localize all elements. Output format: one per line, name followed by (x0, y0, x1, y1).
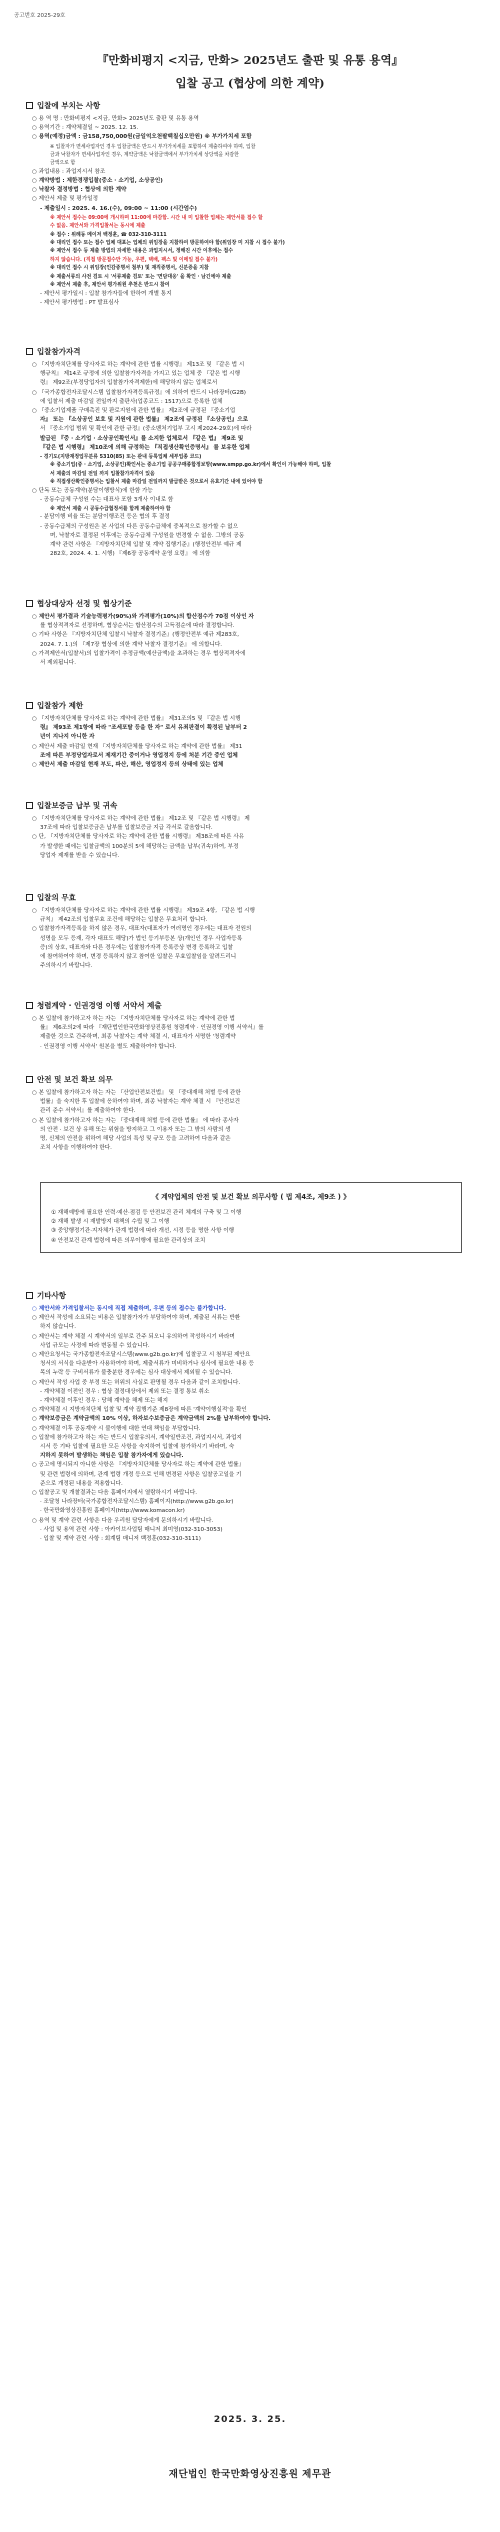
list-item: 령』 제92조(부정당업자의 입찰참가자격제한)에 해당하지 않는 업체로서 (40, 380, 218, 387)
list-item: - 계약체결 이전인 경우 : 협상 결정대상에서 제외 또는 결정 통보 취소 (40, 1388, 210, 1395)
list-item: 서 『중소기업 범위 및 확인에 관한 규정』(중소벤처기업부 고시 제2024-29호)에 따라 (40, 426, 252, 433)
list-item: - 계약체결 이후인 경우 : 당해 계약을 해제 또는 해지 (40, 1398, 168, 1405)
section-other (26, 1290, 478, 1544)
list-item: ② 재해 발생 시 재발방지 대책의 수립 및 그 이행 (51, 1219, 170, 1226)
checkbox-square-icon (26, 1292, 33, 1299)
list-item: ③ 중앙행정기관·지자체가 관계 법령에 따라 개선, 시정 등을 명한 사항 이행 (51, 1228, 235, 1235)
list-item: ○ 『지방자치단체를 당사자로 하는 계약에 관한 법률』 제12조 및 『같은 법 시행령』 제 (32, 816, 250, 822)
list-item: 서 제외됩니다. (40, 660, 76, 667)
list-item: · 입찰 및 계약 관련 사항 : 회계팀 매니저 백정훈(032-310-3111) (40, 1536, 201, 1543)
list-item: 법률』을 숙지한 후 입찰에 응하여야 하며, 최종 낙찰자는 계약 체결 시 『안전보건 (40, 1099, 241, 1106)
list-item: - 제안서 평가방법 : PT 발표심사 (40, 299, 120, 306)
list-item: - 제안서 평가일시 : 입찰 참가자들에 한하여 개별 통지 (40, 290, 172, 297)
notice-title: 『만화비평지 <지금, 만화> 2025년도 출판 및 유통 용역』 (96, 53, 404, 67)
list-item: 조에 따른 부정당업자로서 제재기간 중이거나 영업정지 등에 처분 기간 중인 업체 (40, 752, 238, 759)
section-title: 입찰참가 제한 (26, 700, 478, 712)
list-item: ○ 『지방자치단체를 당사자로 하는 계약에 관한 법률 시행령』 제39조 4항, 『같은 법 시행 (32, 908, 255, 914)
list-item: 『같은 법 시행령』 제10조에 의해 규정하는 『직접생산확인증명서』 를 보유한 업체 (40, 444, 250, 451)
notice-date: 2025. 3. 25. (213, 2415, 287, 2425)
list-item: ※ 대리인 접수 시 위임장(인감증명서 첨부) 및 재직증명서, 신분증을 지참 (50, 265, 209, 272)
list-item: ○ 입찰에 참가하고자 하는 자는 반드시 입찰유의서, 계약일반조건, 과업지시서, 과업지 (32, 1434, 242, 1441)
list-item: ※ 제안서 제출 시 공동수급협정서를 함께 제출하여야 함 (50, 506, 171, 513)
list-item: ※ 대리인 접수 또는 접수 업체 대표는 업체의 위임장을 지참하여 방문하여야 함(위임장 미 지참 시 접수 불가) (50, 240, 285, 247)
checkbox-square-icon (26, 102, 33, 109)
checkbox-square-icon (26, 348, 33, 355)
section-title: 입찰보증금 납부 및 귀속 (26, 800, 478, 812)
list-item: 지하지 못하여 발생하는 책임은 입찰 참가자에게 있습니다. (40, 1453, 184, 1460)
duty-box-title: 《 계약업체의 안전 및 보건 확보 의무사항 ( 법 제4조, 제9조 ) 》 (151, 1193, 351, 1201)
list-item: - 분담이행 비율 또는 분담이행조건 등은 협의 후 결정 (40, 514, 170, 521)
list-item: ○ 『지방자치단체를 당사자로 하는 계약에 관한 법률 시행령』 제13조 및 『같은 법 시 (32, 362, 245, 368)
list-item: 금액으로 함 (50, 160, 76, 167)
list-item: ○ 본 입찰에 참가하고자 하는 자는 『지방자치단체를 당사자로 하는 계약에 관한 법 (32, 1016, 235, 1022)
section-safety (26, 1074, 478, 1153)
list-item: 를 협상적격자로 선정하며, 협상순서는 합산점수의 고득점순에 따라 결정합니다. (40, 623, 235, 630)
list-item: ○ 가격제안서(입찰서)의 입찰가격이 추정금액(예산금액)을 초과하는 경우 협상적격자에 (32, 650, 246, 657)
list-item: 제출한 것으로 간주하며, 최종 낙찰자는 계약 체결 시, 대표자가 서명한 '청렴계약 (40, 1034, 236, 1041)
list-item: 하지 않습니다. (직접 방문접수만 가능, 우편, 택배, 팩스 및 이메일 접수 불가) (50, 256, 218, 263)
section-eligibility (26, 346, 478, 559)
list-item: 하지 않습니다. (40, 1324, 76, 1331)
list-item: ※ 중소기업(중 · 소기업, 소상공인)확인서는 중소기업 공공구매종합정보망(www.smpp.go.kr)에서 확인이 가능해야 하며, 입찰 (50, 462, 332, 469)
section-title: 입찰참가자격 (26, 346, 478, 358)
list-item: ○ 제안서 제출 마감일 현재 『지방자치단체를 당사자로 하는 계약에 관한 법률』 제31 (32, 743, 243, 750)
section-restriction (26, 700, 478, 770)
checkbox-square-icon (26, 1076, 33, 1083)
list-item: 37조에 따라 입찰보증금은 납부를 입찰보증금 지급 각서로 갈음합니다. (40, 825, 213, 832)
list-item: ○ 제안서 작성 사업 중 부정 또는 허위의 사실로 판명될 경우 다음과 같이 조치합니다. (32, 1379, 241, 1386)
list-item: 증)의 상호, 대표자와 다른 경우에는 입찰참가자격 등록증상 변경 등록하고 입찰 (40, 944, 233, 951)
section-title: 기타사항 (26, 1290, 478, 1302)
list-item: 년이 지나지 아니한 자 (40, 734, 95, 741)
list-item: 조치 사항을 이행하여야 한다. (40, 1145, 112, 1152)
checkbox-square-icon (26, 1002, 33, 1009)
list-item: ○ 계약보증금은 계약금액의 10% 이상, 하자보수보증금은 계약금액의 2%를 납부하여야 합니다. (32, 1416, 271, 1423)
list-item: 에 입찰서 제출 마감일 전일까지 출판사(업종코드 : 1517)으로 등록한 업체 (40, 398, 223, 405)
list-item: ○ 본 입찰에 참가하고자 하는 자는 『산업안전보건법』 및 『중대재해 처벌 등에 관한 (32, 1090, 241, 1096)
list-item: ○ 입찰참가자격등록을 하지 않은 경우, 대표자(대표자가 여러명인 경우에는 대표자 전원의 (32, 926, 252, 933)
list-item: 명, 신체의 안전을 위하여 해당 사업의 특성 및 규모 등을 고려하여 다음과 같은 (40, 1136, 231, 1143)
list-item: ○ 단, 『지방자치단체를 당사자로 하는 계약에 관한 법률 시행령』 제38조에 따른 사유 (32, 834, 245, 841)
checkbox-square-icon (26, 702, 33, 709)
list-item: ○ 제안서는 계약 체결 시 계약서의 일부로 간주 되오니 유의하여 작성하시기 바라며 (32, 1333, 235, 1340)
list-item: - 경기도(지방재정업무분류 5310(85) 또는 관내 등록업체 세부업종 코드) (40, 454, 202, 461)
list-item: 관리 준수 서약서』를 제출하여야 한다. (40, 1108, 136, 1115)
list-item: 당업자 제재를 받을 수 있습니다. (40, 852, 120, 859)
list-item: ※ 직접생산확인증명서는 입찰서 제출 마감일 전일까지 발급받은 것으로서 유효기간 내에 있어야 함 (50, 479, 263, 486)
list-item: ○ 제안요청서는 국가종합전자조달시스템(www.g2b.go.kr)에 입찰공고 시 첨부된 제안요 (32, 1352, 251, 1359)
list-item: ○ 본 입찰에 참가하고자 하는 자는 『중대재해 처벌 등에 관한 법률』 에 따라 종사자 (32, 1117, 239, 1124)
list-item: 자』 또는 『소상공인 보호 및 지원에 관한 법률』 제2조에 규정된 『소상공인』으로 (40, 417, 249, 424)
list-item: 시서 등 기타 입찰에 필요한 모든 사항을 숙지하여 입찰에 참가하시기 바라며, 숙 (40, 1444, 235, 1451)
list-item: 및 관련 법령에 의하며, 관계 법령 개정 등으로 인해 변경된 사항은 입찰공고일을 기 (40, 1471, 242, 1478)
list-item: ○ 입찰공고 및 개찰결과는 다음 홈페이지에서 열람하시기 바랍니다. (32, 1490, 198, 1497)
checkbox-square-icon (26, 802, 33, 809)
list-item: 며, 낙찰자로 결정된 이후에는 공동수급체 구성원을 변경할 수 없음. 그밖의 공동 (50, 532, 245, 539)
list-item: 가 발생한 때에는 입찰금액의 100분의 5에 해당하는 금액을 납부(귀속)하여, 부정 (40, 843, 239, 850)
list-item: ○ 『중소기업제품 구매촉진 및 판로지원에 관한 법률』 제2조에 규정된 『중소기업 (32, 408, 236, 415)
list-item: ※ 제안서 제출 후, 제안서 평가위원 추천은 반드시 참여 (50, 282, 170, 289)
list-item: 률』 제6조의2에 따라 『재단법인한국만화영상진흥원 청렴계약 · 인권경영 이행 서약서』를 (40, 1025, 264, 1032)
section-negotiation (26, 598, 478, 668)
list-item: ※ 접수 : 위례동 메이저 백정훈, ☎ 032-310-3111 (50, 231, 167, 238)
list-item: ○ 기타 사항은 『지방자치단체 입찰시 낙찰자 결정기준』(행정안전부 예규 제283호, (32, 632, 240, 639)
list-item: ○ 제안서와 가격입찰서는 동시에 직접 제출하며, 우편 등의 접수는 불가합니다. (32, 1306, 227, 1312)
checkbox-square-icon (26, 894, 33, 901)
list-item: 준으로 개정된 내용을 적용합니다. (40, 1480, 123, 1487)
list-item: 주의하시기 바랍니다. (40, 963, 93, 970)
list-item: ○ 계약체결 시 지방자치단체 입찰 및 계약 집행기준 제8장에 따른 '계약이행실적'을 확인 (32, 1407, 247, 1414)
list-item: ○ 제안서 제출 마감일 현재 부도, 파산, 해산, 영업정지 등의 상태에 있는 업체 (32, 762, 224, 769)
list-item: 2024. 7. 1.)의 『제7장 협상에 의한 계약 낙찰자 결정기준』 에 의합니다. (40, 641, 223, 648)
list-item: ○ 제안서 평가결과 기술능력평가(90%)와 가격평가(10%)의 합산점수가 70점 이상인 자 (32, 614, 254, 620)
list-item: ○ 공고에 명시되지 아니한 사항은 『지방자치단체를 당사자로 하는 계약에 관한 법률』 (32, 1462, 245, 1469)
list-item: ※ 제안서 접수 등 제출 방법의 자세한 내용은 과업지시서, 정해진 시간 이후에는 접수 (50, 248, 233, 255)
list-item: 금과 낙찰자가 면세사업자인 경우, 계약금액은 낙찰금액에서 부가가치세 상당액을 차감한 (50, 152, 239, 159)
list-item: ○ 단독 또는 공동계약(분담이행방식)에 한함 가능 (32, 487, 153, 494)
section-deposit (26, 800, 478, 861)
list-item: ○ 제안서 제출 및 평가일정 (32, 196, 99, 203)
list-item: ○ 『지방자치단체를 당사자로 하는 계약에 관한 법률』 제31조의5 및 『같은 법 시행 (32, 716, 241, 722)
section-title: 입찰에 부치는 사항 (26, 100, 478, 112)
list-item: ○ 과업내용 : 과업지시서 참조 (32, 168, 106, 175)
list-item: ○ 용역 및 계약 관련 사항은 다음 우리원 담당자에게 문의하시기 바랍니다. (32, 1517, 214, 1524)
safety-duty-box (40, 1182, 462, 1253)
list-item: 성명을 모두 등재, 각자 대표도 해당)가 법인 등기부등본 상(개인인 경우 사업자등록 (40, 935, 243, 942)
section-bid-items (26, 100, 478, 308)
list-item: ○ 계약체결 이후 공동계약 시 불이행에 대한 연대 책임을 부담합니다. (32, 1425, 201, 1432)
checkbox-square-icon (26, 600, 33, 607)
list-item: 사업 규모는 사정에 따라 변동될 수 있습니다. (40, 1342, 150, 1349)
list-item: 의 안전 · 보건 상 유해 또는 위험을 방지하고 그 이용자 또는 그 밖의 사람의 생 (40, 1126, 231, 1133)
list-item: 수 없음. 제안서와 가격입찰서는 동시에 제출 (50, 223, 146, 230)
list-item: - 제출일시 : 2025. 4. 16.(수), 09:00 ~ 11:00 (시간엄수) (40, 205, 197, 212)
list-item: - 공동수급체 구성원 수는 대표사 포함 3개사 이내로 함 (40, 496, 174, 503)
issuing-organization: 재단법인 한국만화영상진흥원 제무관 (168, 2469, 332, 2480)
section-integrity-pledge (26, 1000, 478, 1052)
list-item: 행규칙』 제14조 규정에 의한 입찰참가자격을 가지고 있는 업체 중 『같은 법 시행 (40, 371, 240, 378)
list-item: 282호, 2024. 4. 1. 시행) 『제6장 공동계약 운영 요령』 에 의함 (50, 551, 211, 558)
list-item: 서 제출의 마감일 전일 까지 입찰참가자격이 있음 (50, 470, 155, 477)
notice-number: 공고번호 2025-29호 (14, 13, 66, 19)
list-item: ○ 낙찰자 결정방법 : 협상에 의한 계약 (32, 187, 127, 194)
list-item: ※ 제출서류의 사전 검토 시 '서류제출 검토' 또는 '면담대응' 을 확인 · 남긴에야 제출 (50, 273, 232, 280)
list-item: 계약 관련 사항은 『지방자치단체 입찰 및 계약 집행기준』(행정안전부 예규 제 (50, 542, 242, 549)
list-item: ① 재해예방에 필요한 인력·예산·점검 등 안전보건 관리 체계의 구축 및 그 이행 (51, 1210, 242, 1216)
list-item: ④ 안전보건 관계 법령에 따른 의무이행에 필요한 관리상의 조치 (51, 1237, 206, 1244)
list-item: 규칙』 제42조의 입찰무효 조건에 해당하는 입찰은 무효처리 합니다. (40, 917, 208, 924)
section-title: 안전 및 보건 확보 의무 (26, 1074, 478, 1086)
section-title: 협상대상자 선정 및 협상기준 (26, 598, 478, 610)
list-item: ○ 용 역 명 : 만화비평지 <지금, 만화> 2025년도 출판 및 유통 용역 (32, 116, 199, 122)
list-item: ○ 용역기간 : 계약체결일 ~ 2025. 12. 15. (32, 125, 139, 132)
list-item: · 사업 및 용역 관련 사항 : 아카이브사업팀 매니저 최미영(032-310-3053) (40, 1526, 223, 1533)
list-item: ※ 제안서 접수는 09:00에 개시하며 11:00에 마감함. 시간 내 미 입찰한 업체는 제안서를 접수 할 (50, 214, 263, 221)
list-item: 발급된 『중 · 소기업 · 소상공인확인서』를 소지한 업체로서 『같은 법』 제9조 및 (40, 435, 244, 442)
list-item: ○ 제안서 작성에 소요되는 비용은 입찰참가자가 부담하여야 하며, 제출된 서류는 반환 (32, 1315, 241, 1322)
list-item: 청서의 서식을 다운받아 사용하여야 하며, 제출서류가 미비하거나 심사에 필요한 내용 등 (40, 1361, 255, 1368)
list-item: 목의 누락 등 구비서류가 불충분한 경우에는 심사 대상에서 제외될 수 있습니다. (40, 1370, 233, 1377)
list-item: 령』 제93조 제1항에 따라 "조세포탈 등을 한 자" 로서 유죄판결이 확정된 날부터 2 (40, 725, 248, 732)
section-title: 입찰의 무효 (26, 892, 478, 904)
list-item: ※ 입찰자가 면세사업자인 경우 입찰금액은 반드시 부가가치세를 포함하여 제출하여야 하며, 입찰 (50, 143, 256, 150)
link-g2b[interactable]: · 조달청 나라장터(국가종합전자조달시스템) 홈페이지(http://www.g2b.go.kr) (40, 1499, 234, 1506)
list-item: ○ 용역(예정)금액 : 금158,750,000원(금일억오천팔백칠십오만원) ※ 부가가치세 포함 (32, 134, 252, 141)
notice-subtitle: 입찰 공고 (협상에 의한 계약) (175, 76, 325, 90)
list-item: ○ 『국가종합전자조달시스템 입찰참가자격등록규정』에 의하여 반드시 나라장터(G2B) (32, 389, 246, 396)
section-title: 청렴계약 · 인권경영 이행 서약서 제출 (26, 1000, 478, 1012)
list-item: · 인권경영 이행 서약서' 원본을 별도 제출하여야 합니다. (40, 1043, 177, 1050)
list-item: ○ 계약방법 : 제한경쟁입찰(중소 · 소기업, 소상공인) (32, 178, 163, 185)
section-invalid-bid (26, 892, 478, 971)
list-item: 에 참여하여야 하며, 변경 등록하지 않고 참여한 입찰은 무효입찰임을 알려드리니 (40, 954, 237, 961)
link-komacon[interactable]: · 한국만화영상진흥원 홈페이지(http://www.komacon.kr) (40, 1508, 185, 1515)
list-item: - 공동수급체의 구성원은 본 사업의 다른 공동수급체에 중복적으로 참가할 수 없으 (40, 523, 239, 530)
